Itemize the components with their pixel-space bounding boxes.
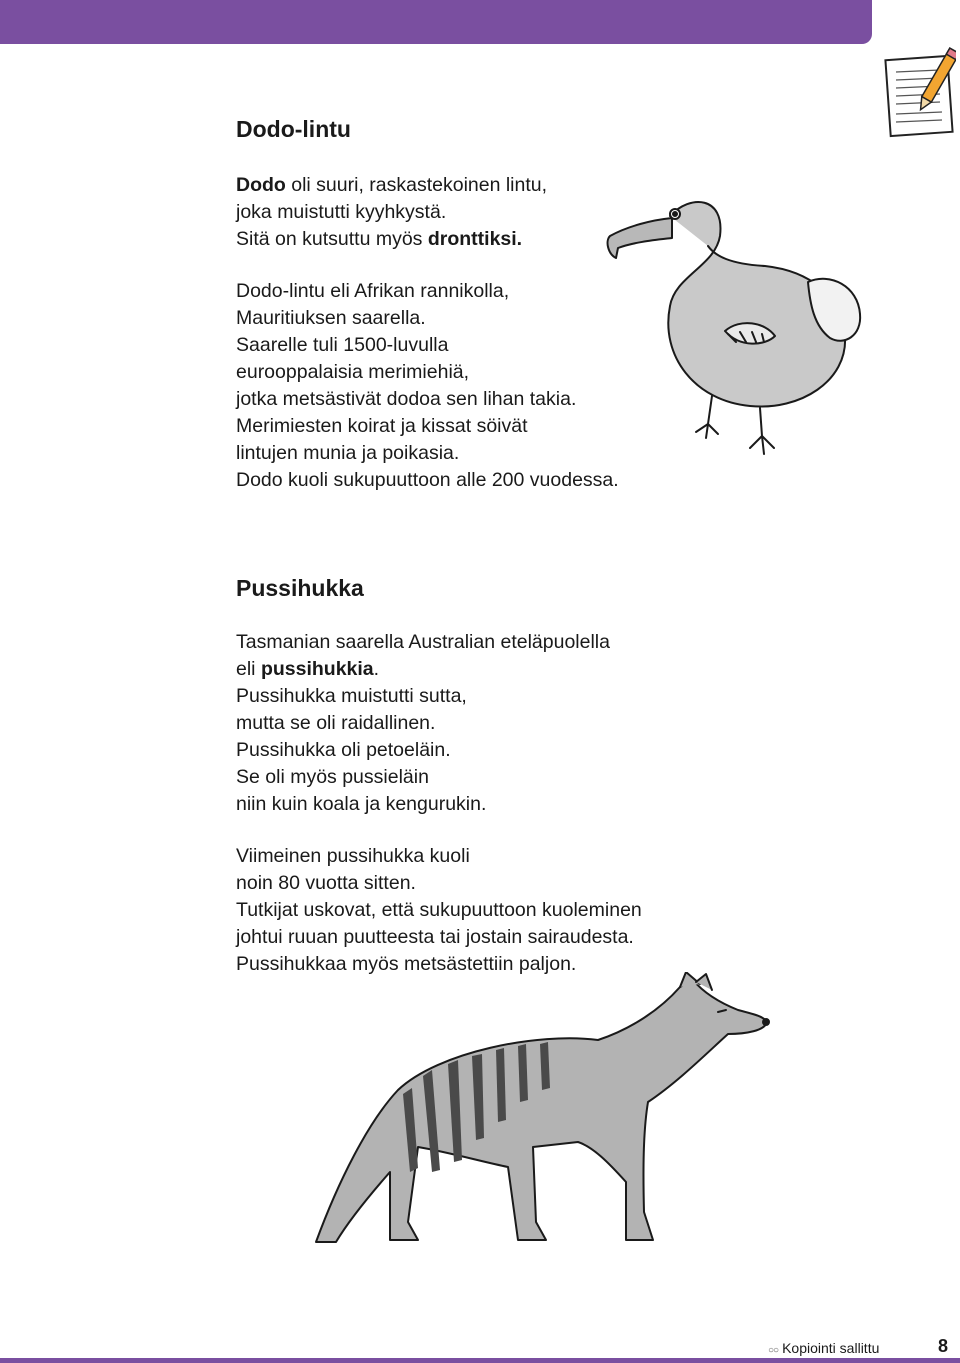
text-line: Merimiesten koirat ja kissat söivät bbox=[236, 415, 528, 437]
footer-bar bbox=[0, 1358, 960, 1363]
text-line: Sitä on kutsuttu myös dronttiksi. bbox=[236, 228, 523, 250]
text-line: eurooppalaisia merimiehiä, bbox=[236, 361, 470, 383]
text-line: joka muistutti kyyhkystä. bbox=[236, 201, 447, 223]
text-line: noin 80 vuotta sitten. bbox=[236, 872, 416, 894]
section-heading-dodo: Dodo-lintu bbox=[236, 116, 351, 142]
footer-copy-notice bbox=[768, 1340, 879, 1356]
circles-icon: ○○ bbox=[768, 1345, 779, 1356]
text-line: johtui ruuan puutteesta tai jostain sairaudesta. bbox=[236, 926, 634, 948]
text-line: Pussihukkaa myös metsästettiin paljon. bbox=[236, 953, 577, 975]
text-line: Tutkijat uskovat, että sukupuuttoon kuoleminen bbox=[236, 899, 642, 921]
text-line: Se oli myös pussieläin bbox=[236, 766, 429, 788]
notebook-pencil-icon bbox=[884, 44, 956, 138]
text-line: Dodo kuoli sukupuuttoon alle 200 vuodessa. bbox=[236, 469, 619, 491]
text-line: jotka metsästivät dodoa sen lihan takia. bbox=[236, 388, 577, 410]
text-line: Dodo-lintu eli Afrikan rannikolla, bbox=[236, 280, 510, 302]
dodo-paragraph-1 bbox=[236, 172, 547, 253]
text-line: Pussihukka muistutti sutta, bbox=[236, 685, 467, 707]
dodo-illustration bbox=[600, 186, 870, 476]
thylacine-paragraph-2 bbox=[236, 843, 642, 978]
page-number: 8 bbox=[938, 1336, 949, 1356]
text-line: Mauritiuksen saarella. bbox=[236, 307, 426, 329]
text-line: Saarelle tuli 1500-luvulla bbox=[236, 334, 449, 356]
text-line: lintujen munia ja poikasia. bbox=[236, 442, 460, 464]
header-bar bbox=[0, 0, 872, 44]
text-line: niin kuin koala ja kengurukin. bbox=[236, 793, 487, 815]
text-line: eli pussihukkia. bbox=[236, 658, 380, 680]
text-line: Tasmanian saarella Australian eteläpuolella bbox=[236, 631, 610, 653]
dodo-paragraph-2 bbox=[236, 278, 619, 494]
thylacine-paragraph-1 bbox=[236, 629, 610, 818]
text-line: Dodo oli suuri, raskastekoinen lintu, bbox=[236, 174, 548, 196]
text-line: Viimeinen pussihukka kuoli bbox=[236, 845, 470, 867]
copy-text: Kopiointi sallittu bbox=[782, 1340, 880, 1356]
section-heading-thylacine: Pussihukka bbox=[236, 575, 364, 601]
thylacine-illustration bbox=[308, 972, 780, 1272]
text-line: Pussihukka oli petoeläin. bbox=[236, 739, 451, 761]
text-line: mutta se oli raidallinen. bbox=[236, 712, 436, 734]
